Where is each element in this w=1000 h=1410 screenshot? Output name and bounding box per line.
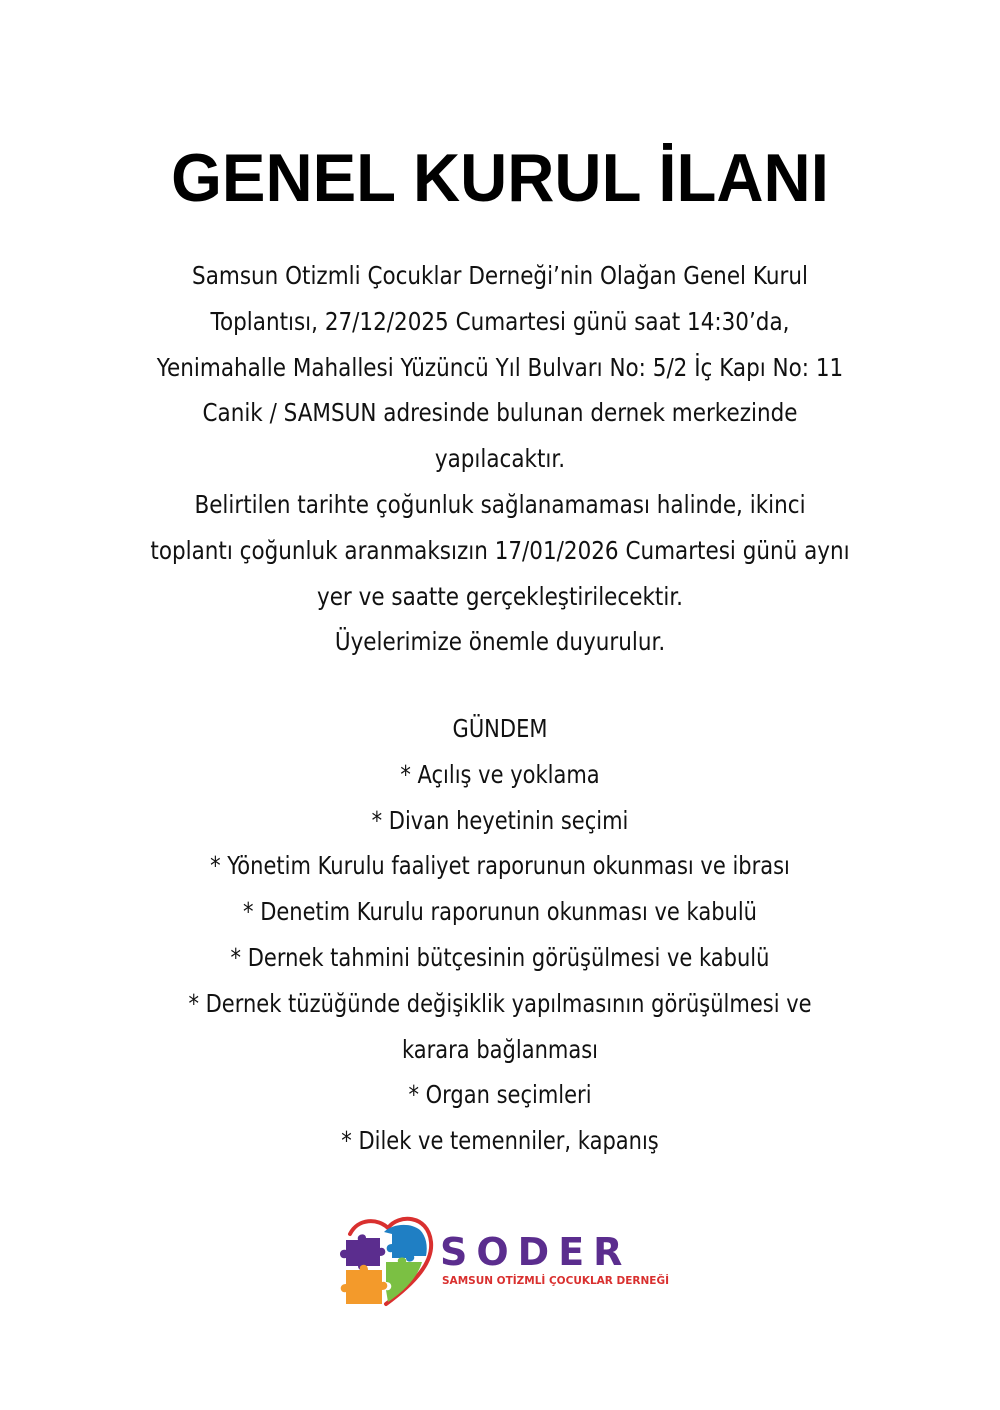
page-title: GENEL KURUL İLANI <box>171 140 829 216</box>
logo-subtitle: SAMSUN OTİZMLİ ÇOCUKLAR DERNEĞİ <box>442 1275 669 1287</box>
paragraph-line: Samsun Otizmli Çocuklar Derneği’nin Olağan Genel Kurul <box>192 261 808 290</box>
second-meeting-paragraph <box>0 482 1000 665</box>
puzzle-heart-icon <box>336 1212 436 1307</box>
agenda-section <box>0 706 1000 1164</box>
agenda-item: * Dernek tahmini bütçesinin görüşülmesi ve kabulü <box>230 942 770 972</box>
paragraph-line: Yenimahalle Mahallesi Yüzüncü Yıl Bulvarı No: 5/2 İç Kapı No: 11 <box>156 352 844 382</box>
agenda-heading: GÜNDEM <box>452 714 548 743</box>
agenda-item: * Yönetim Kurulu faaliyet raporunun okunması ve ibrası <box>210 851 790 881</box>
agenda-item: * Divan heyetinin seçimi <box>371 805 629 835</box>
agenda-item-continuation: karara bağlanması <box>401 1034 598 1064</box>
meeting-details-paragraph <box>0 253 1000 482</box>
logo-name: SODER <box>440 1230 632 1274</box>
paragraph-line: Canik / SAMSUN adresinde bulunan dernek merkezinde <box>202 398 798 428</box>
agenda-item: * Denetim Kurulu raporunun okunması ve kabulü <box>243 897 757 927</box>
soder-logo <box>336 1212 676 1307</box>
paragraph-line: Üyelerimize önemle duyurulur. <box>334 627 666 657</box>
paragraph-line: yapılacaktır. <box>434 444 566 474</box>
paragraph-line: yer ve saatte gerçekleştirilecektir. <box>316 581 684 611</box>
agenda-item: * Dernek tüzüğünde değişiklik yapılmasının görüşülmesi ve <box>188 988 812 1018</box>
agenda-item: * Açılış ve yoklama <box>400 759 600 789</box>
agenda-item: * Organ seçimleri <box>408 1080 592 1110</box>
paragraph-line: toplantı çoğunluk aranmaksızın 17/01/2026 Cumartesi günü aynı <box>150 535 850 565</box>
agenda-item: * Dilek ve temenniler, kapanış <box>341 1126 659 1156</box>
paragraph-line: Belirtilen tarihte çoğunluk sağlanamaması halinde, ikinci <box>194 490 806 519</box>
paragraph-line: Toplantısı, 27/12/2025 Cumartesi günü saat 14:30’da, <box>210 306 790 336</box>
